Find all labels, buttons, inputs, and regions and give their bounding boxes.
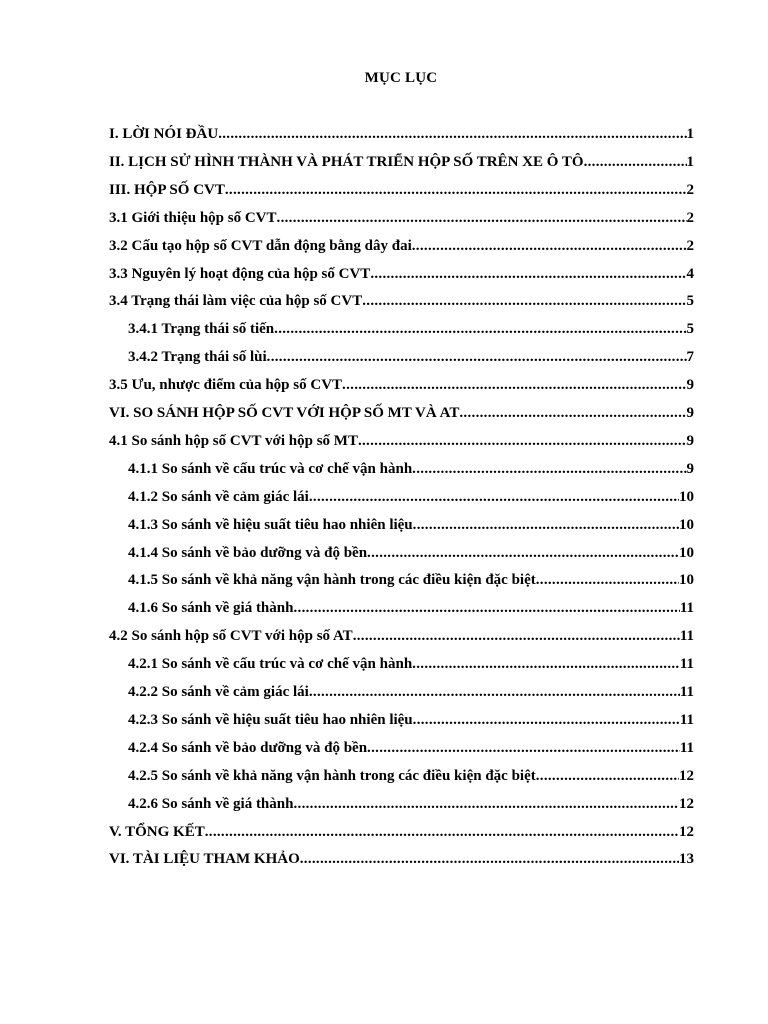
- toc-entry[interactable]: [128, 542, 694, 564]
- toc-entry-label: 4.1.4 So sánh về bảo dưỡng và độ bền: [128, 545, 368, 561]
- toc-leader-dots: [413, 514, 679, 536]
- toc-entry[interactable]: [109, 151, 694, 173]
- toc-entry[interactable]: [128, 709, 694, 731]
- toc-leader-dots: [293, 793, 679, 815]
- toc-entry-label: 4.1.6 So sánh về giá thành: [128, 600, 294, 616]
- toc-entry[interactable]: [128, 318, 694, 340]
- toc-entry[interactable]: [109, 179, 694, 201]
- toc-entry-label: I. LỜI NÓI ĐẦU: [109, 126, 219, 142]
- toc-leader-dots: [412, 653, 680, 675]
- toc-entry[interactable]: [109, 123, 694, 145]
- toc-entry-label: II. LỊCH SỬ HÌNH THÀNH VÀ PHÁT TRIỂN HỘP SỐ TRÊN XE Ô TÔ: [109, 154, 584, 170]
- toc-entry[interactable]: [109, 263, 694, 285]
- toc-entry-page-number: 9: [686, 433, 694, 449]
- toc-entry-label: VI. SO SÁNH HỘP SỐ CVT VỚI HỘP SỐ MT VÀ AT: [109, 405, 460, 421]
- toc-entry-page-number: 9: [686, 461, 694, 477]
- toc-entry-label: 3.5 Ưu, nhược điểm của hộp số CVT: [109, 377, 343, 393]
- toc-entry-label: 4.2.4 So sánh về bảo dưỡng và độ bền: [128, 740, 368, 756]
- toc-leader-dots: [300, 848, 679, 870]
- toc-entry-page-number: 2: [686, 238, 694, 254]
- toc-leader-dots: [412, 458, 686, 480]
- toc-entry-page-number: 11: [679, 656, 694, 672]
- toc-entry-label: 4.2.5 So sánh về khả năng vận hành trong các điều kiện đặc biệt: [128, 768, 536, 784]
- toc-entry-page-number: 2: [686, 210, 694, 226]
- toc-entry-label: 3.1 Giới thiệu hộp số CVT: [109, 210, 277, 226]
- toc-leader-dots: [536, 569, 679, 591]
- toc-leader-dots: [309, 486, 679, 508]
- toc-entry-label: 3.4.2 Trạng thái số lùi: [128, 349, 267, 365]
- toc-entry[interactable]: [128, 597, 694, 619]
- toc-entry[interactable]: [128, 765, 694, 787]
- toc-entry[interactable]: [109, 402, 694, 424]
- toc-entry-label: 4.1.3 So sánh về hiệu suất tiêu hao nhiên liệu: [128, 517, 413, 533]
- toc-entry-page-number: 11: [679, 628, 694, 644]
- toc-entry[interactable]: [109, 290, 694, 312]
- toc-entry-label: 4.2.1 So sánh về cấu trúc và cơ chế vận hành: [128, 656, 413, 672]
- toc-entry[interactable]: [109, 207, 694, 229]
- toc-leader-dots: [309, 681, 680, 703]
- toc-leader-dots: [277, 207, 687, 229]
- toc-leader-dots: [362, 290, 686, 312]
- toc-entry-page-number: 1: [686, 154, 694, 170]
- toc-entry-label: 4.2 So sánh hộp số CVT với hộp số AT: [109, 628, 353, 644]
- toc-leader-dots: [205, 821, 679, 843]
- toc-leader-dots: [370, 263, 686, 285]
- toc-entry-page-number: 10: [679, 517, 694, 533]
- toc-entry-page-number: 12: [679, 824, 694, 840]
- toc-leader-dots: [218, 123, 686, 145]
- toc-entry[interactable]: [109, 235, 694, 257]
- toc-leader-dots: [358, 430, 687, 452]
- toc-entry-page-number: 4: [686, 266, 694, 282]
- toc-entry[interactable]: [109, 848, 694, 870]
- toc-entry-page-number: 5: [686, 293, 694, 309]
- toc-leader-dots: [459, 402, 686, 424]
- toc-entry-label: 4.1.1 So sánh về cấu trúc và cơ chế vận hành: [128, 461, 413, 477]
- toc-entry-label: VI. TÀI LIỆU THAM KHẢO: [109, 851, 300, 867]
- toc-entry-page-number: 12: [679, 768, 694, 784]
- toc-entry[interactable]: [128, 514, 694, 536]
- toc-entry-page-number: 1: [686, 126, 694, 142]
- toc-entry-label: III. HỘP SỐ CVT: [109, 182, 225, 198]
- toc-entry-label: 3.4 Trạng thái làm việc của hộp số CVT: [109, 293, 363, 309]
- toc-entry-label: 3.3 Nguyên lý hoạt động của hộp số CVT: [109, 266, 371, 282]
- toc-entry-page-number: 10: [679, 489, 694, 505]
- toc-leader-dots: [353, 625, 680, 647]
- toc-entry[interactable]: [128, 653, 694, 675]
- toc-entry-page-number: 11: [679, 684, 694, 700]
- toc-title: MỤC LỤC: [364, 70, 438, 86]
- toc-entry[interactable]: [128, 346, 694, 368]
- toc-entry-page-number: 11: [679, 600, 694, 616]
- toc-entry-page-number: 5: [686, 321, 694, 337]
- toc-entry-label: 4.1 So sánh hộp số CVT với hộp số MT: [109, 433, 358, 449]
- toc-entry[interactable]: [128, 458, 694, 480]
- toc-entry-label: 4.1.5 So sánh về khả năng vận hành trong các điều kiện đặc biệt: [128, 572, 536, 588]
- toc-leader-dots: [584, 151, 687, 173]
- toc-entry-label: 3.2 Cấu tạo hộp số CVT dẫn động bằng dây đai: [109, 238, 412, 254]
- toc-entry[interactable]: [128, 486, 694, 508]
- toc-entry-page-number: 10: [679, 572, 694, 588]
- toc-entry-page-number: 12: [679, 796, 694, 812]
- toc-entry-page-number: 11: [679, 712, 694, 728]
- toc-entry-label: 4.2.6 So sánh về giá thành: [128, 796, 294, 812]
- toc-leader-dots: [367, 737, 680, 759]
- toc-entry[interactable]: [109, 625, 694, 647]
- toc-leader-dots: [225, 179, 687, 201]
- toc-entry[interactable]: [128, 681, 694, 703]
- toc-entry-label: 3.4.1 Trạng thái số tiến: [128, 321, 275, 337]
- toc-entry-page-number: 10: [679, 545, 694, 561]
- toc-leader-dots: [274, 318, 686, 340]
- toc-entry[interactable]: [128, 569, 694, 591]
- toc-entry[interactable]: [109, 821, 694, 843]
- toc-entry-page-number: 9: [686, 377, 694, 393]
- toc-leader-dots: [342, 374, 686, 396]
- toc-entry-page-number: 2: [686, 182, 694, 198]
- toc-entry[interactable]: [128, 737, 694, 759]
- toc-entry-page-number: 9: [686, 405, 694, 421]
- toc-entry-page-number: 11: [679, 740, 694, 756]
- toc-leader-dots: [367, 542, 679, 564]
- toc-entry[interactable]: [128, 793, 694, 815]
- toc-entry[interactable]: [109, 374, 694, 396]
- toc-leader-dots: [412, 235, 687, 257]
- toc-entry-label: 4.1.2 So sánh về cảm giác lái: [128, 489, 309, 505]
- toc-leader-dots: [536, 765, 679, 787]
- toc-entry-page-number: 13: [679, 851, 694, 867]
- toc-entry-label: 4.2.2 So sánh về cảm giác lái: [128, 684, 309, 700]
- toc-entry-label: 4.2.3 So sánh về hiệu suất tiêu hao nhiên liệu: [128, 712, 413, 728]
- toc-leader-dots: [267, 346, 687, 368]
- toc-entry-label: V. TỔNG KẾT: [109, 824, 205, 840]
- toc-leader-dots: [293, 597, 679, 619]
- toc-entry[interactable]: [109, 430, 694, 452]
- toc-leader-dots: [413, 709, 680, 731]
- toc-entry-page-number: 7: [686, 349, 694, 365]
